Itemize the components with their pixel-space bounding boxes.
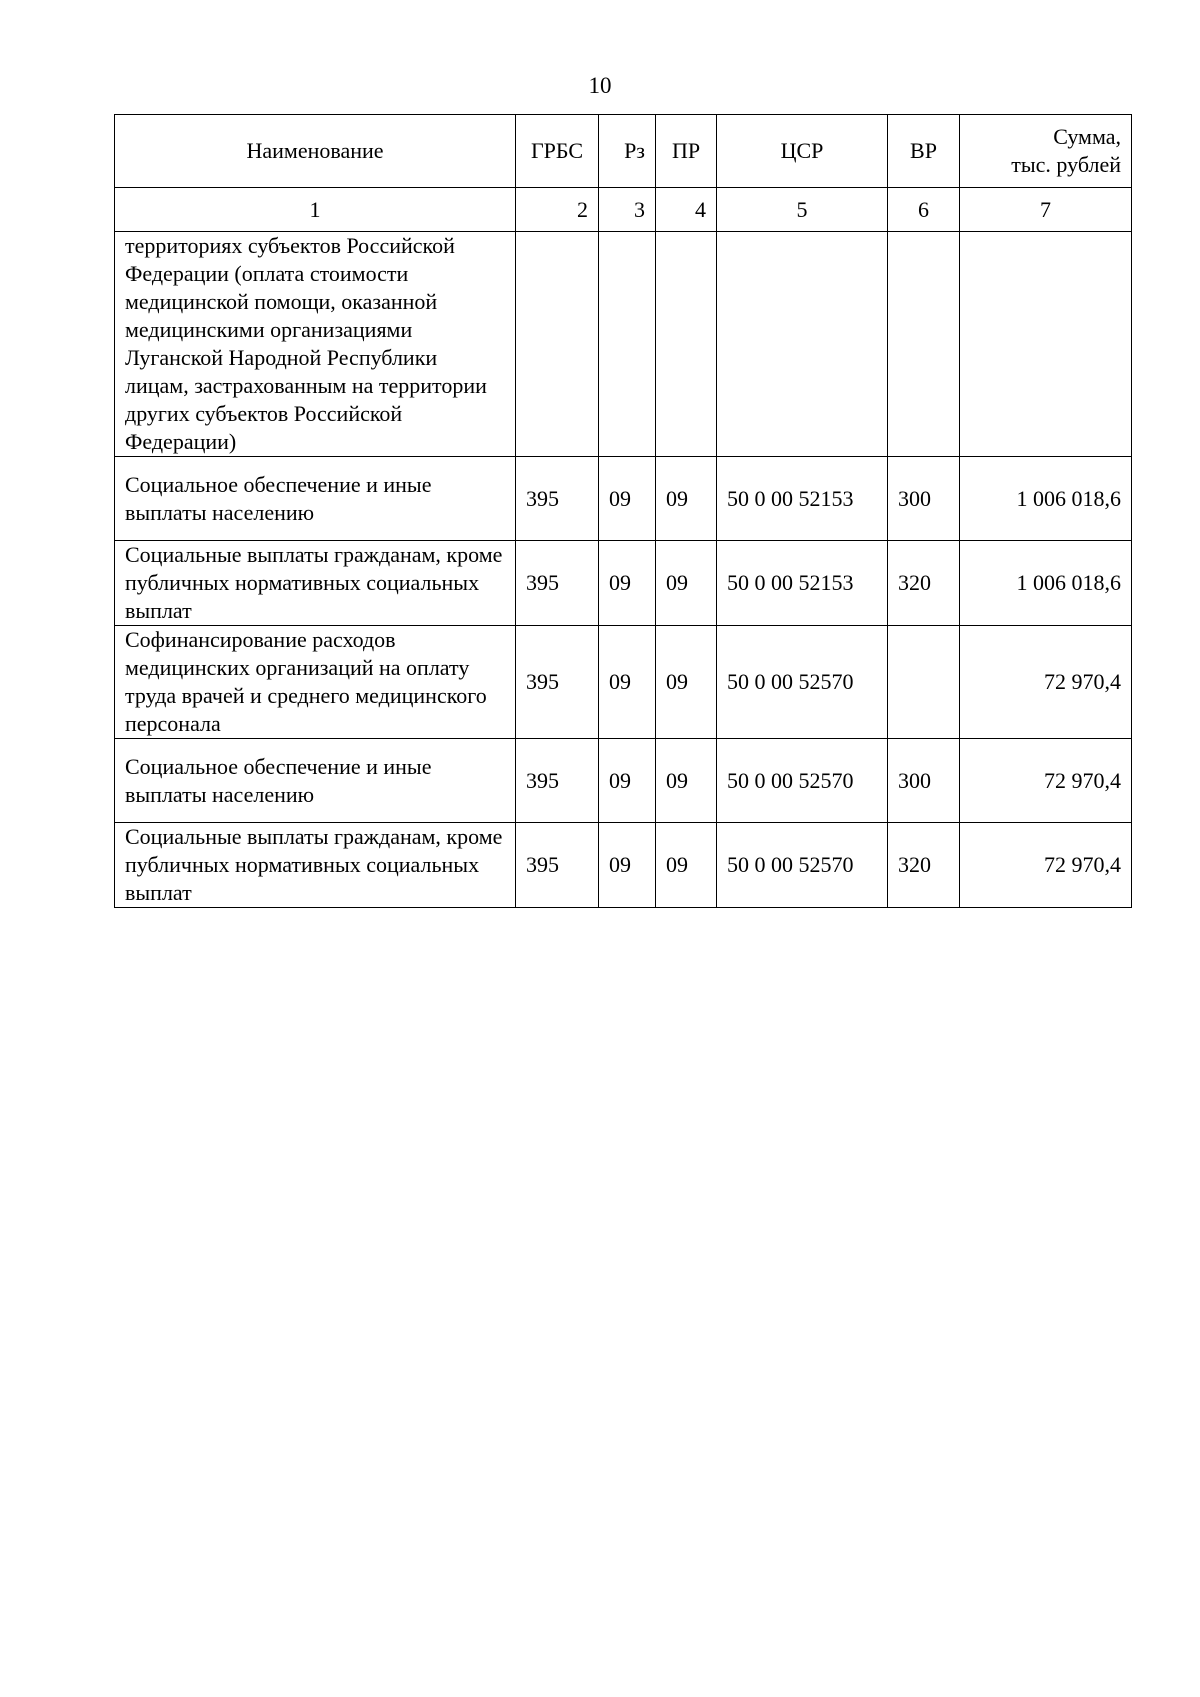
cell-pr [656, 232, 717, 457]
header-sum [960, 115, 1132, 188]
table-row [115, 232, 1132, 457]
header-csr: ЦСР [717, 115, 888, 188]
column-number: 7 [960, 188, 1132, 232]
header-sum-line2: тыс. рублей [1011, 152, 1121, 177]
cell-grbs: 395 [516, 823, 599, 908]
table-row [115, 626, 1132, 739]
cell-grbs: 395 [516, 626, 599, 739]
cell-sum: 1 006 018,6 [960, 457, 1132, 541]
cell-vr [888, 232, 960, 457]
cell-sum: 72 970,4 [960, 626, 1132, 739]
cell-name: Социальные выплаты гражданам, кроме публичных нормативных социальных выплат [115, 823, 516, 908]
cell-csr [717, 232, 888, 457]
cell-sum: 1 006 018,6 [960, 541, 1132, 626]
cell-vr: 300 [888, 739, 960, 823]
budget-table [114, 114, 1132, 908]
header-row [115, 115, 1132, 188]
cell-csr: 50 0 00 52570 [717, 739, 888, 823]
table-row [115, 823, 1132, 908]
cell-rz [599, 232, 656, 457]
column-number: 1 [115, 188, 516, 232]
cell-pr: 09 [656, 626, 717, 739]
column-number-row [115, 188, 1132, 232]
cell-rz: 09 [599, 739, 656, 823]
table-row [115, 541, 1132, 626]
cell-grbs [516, 232, 599, 457]
cell-rz: 09 [599, 626, 656, 739]
cell-pr: 09 [656, 823, 717, 908]
cell-grbs: 395 [516, 541, 599, 626]
cell-vr: 320 [888, 823, 960, 908]
cell-csr: 50 0 00 52570 [717, 823, 888, 908]
cell-vr [888, 626, 960, 739]
cell-sum [960, 232, 1132, 457]
cell-pr: 09 [656, 739, 717, 823]
cell-csr: 50 0 00 52570 [717, 626, 888, 739]
column-number: 3 [599, 188, 656, 232]
column-number: 5 [717, 188, 888, 232]
cell-pr: 09 [656, 541, 717, 626]
cell-name: Социальное обеспечение и иные выплаты населению [115, 739, 516, 823]
cell-name: Социальные выплаты гражданам, кроме публичных нормативных социальных выплат [115, 541, 516, 626]
cell-rz: 09 [599, 457, 656, 541]
cell-sum: 72 970,4 [960, 739, 1132, 823]
header-rz: Рз [599, 115, 656, 188]
header-grbs: ГРБС [516, 115, 599, 188]
table-row [115, 457, 1132, 541]
column-number: 2 [516, 188, 599, 232]
cell-grbs: 395 [516, 457, 599, 541]
column-number: 6 [888, 188, 960, 232]
header-sum-line1: Сумма, [1053, 124, 1121, 149]
cell-csr: 50 0 00 52153 [717, 457, 888, 541]
cell-csr: 50 0 00 52153 [717, 541, 888, 626]
header-name: Наименование [115, 115, 516, 188]
cell-name: Социальное обеспечение и иные выплаты населению [115, 457, 516, 541]
cell-pr: 09 [656, 457, 717, 541]
header-vr: ВР [888, 115, 960, 188]
header-pr: ПР [656, 115, 717, 188]
cell-rz: 09 [599, 541, 656, 626]
cell-vr: 300 [888, 457, 960, 541]
cell-vr: 320 [888, 541, 960, 626]
cell-name: Софинансирование расходов медицинских организаций на оплату труда врачей и среднего медицинского персонала [115, 626, 516, 739]
cell-rz: 09 [599, 823, 656, 908]
cell-sum: 72 970,4 [960, 823, 1132, 908]
table-row [115, 739, 1132, 823]
page-number: 10 [588, 73, 612, 98]
cell-grbs: 395 [516, 739, 599, 823]
column-number: 4 [656, 188, 717, 232]
cell-name: территориях субъектов Российской Федерации (оплата стоимости медицинской помощи, оказанной медицинскими организациями Луганской Народной Республики лицам, застрахованным на территории других субъектов Российской Федерации) [115, 232, 516, 457]
